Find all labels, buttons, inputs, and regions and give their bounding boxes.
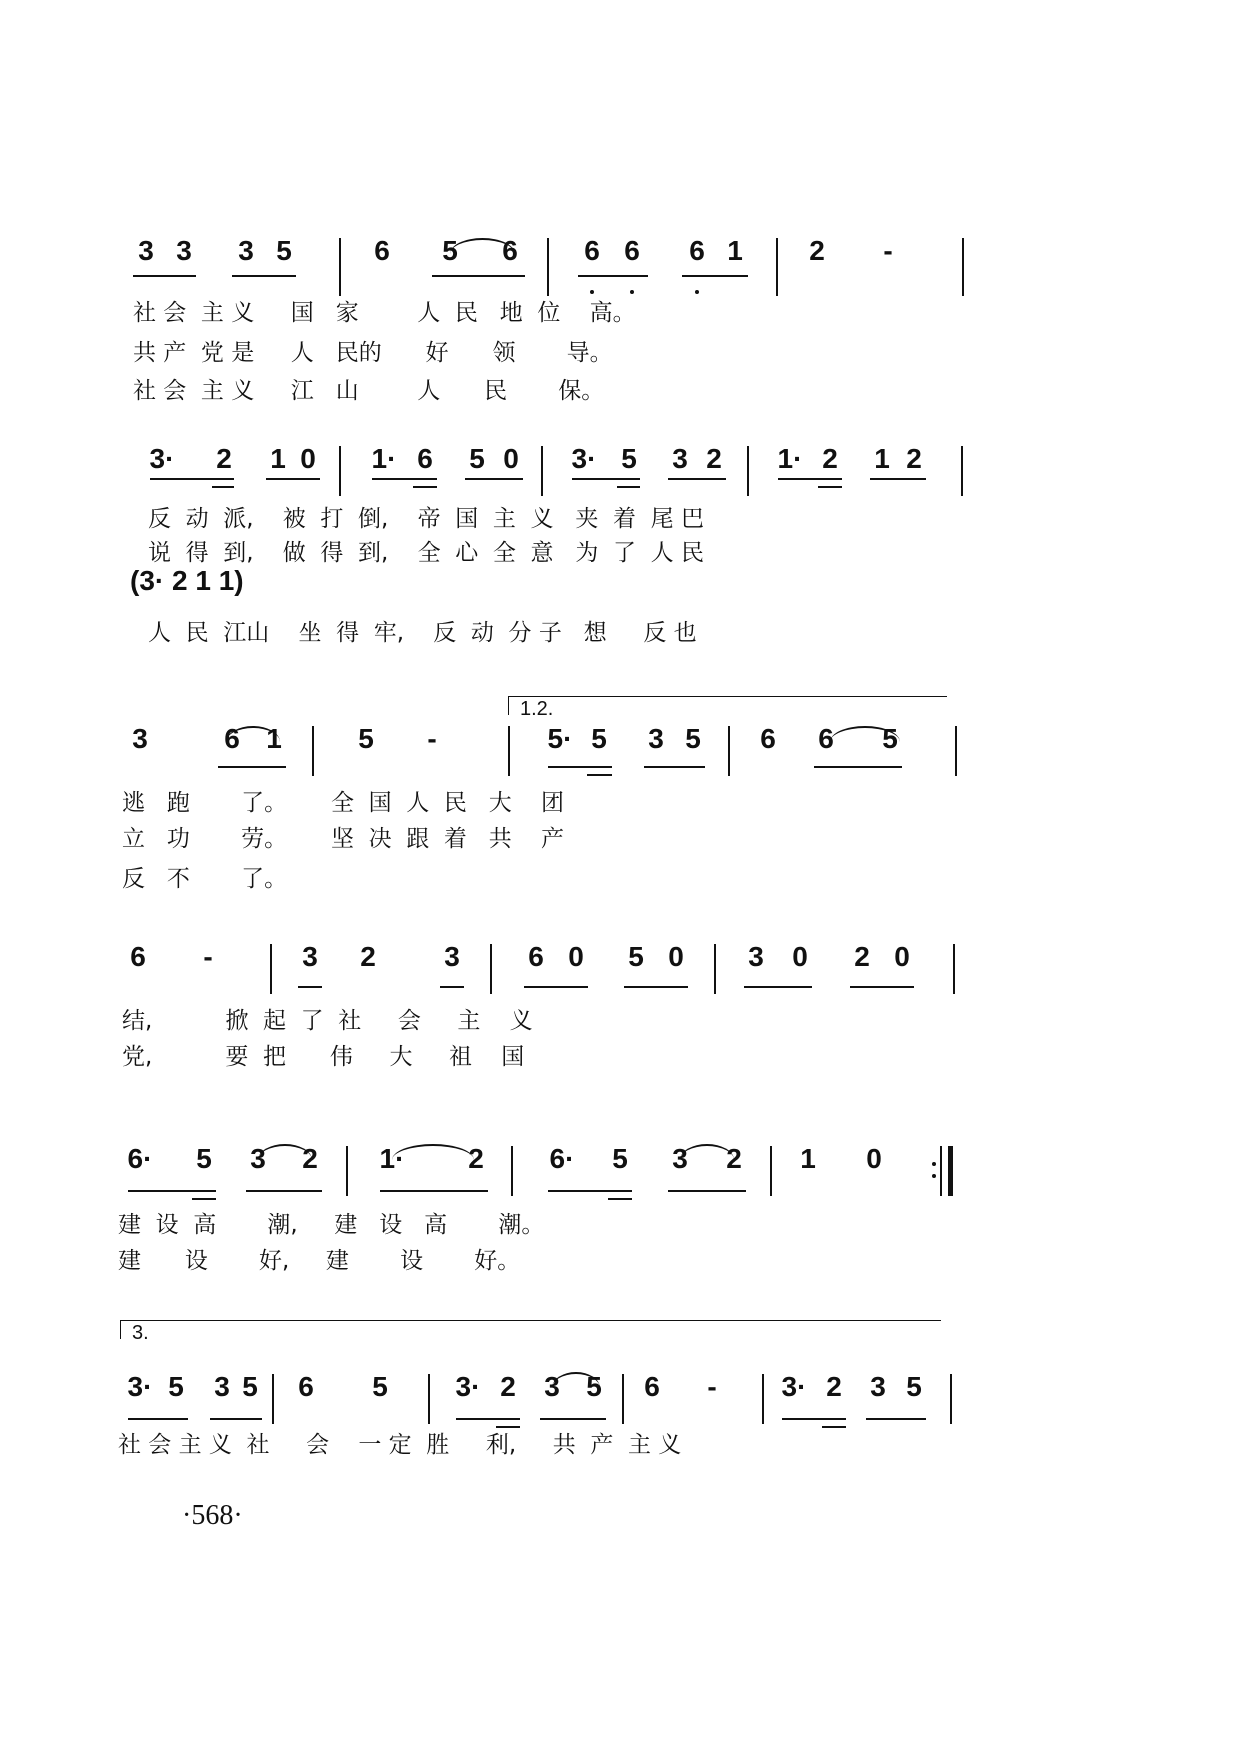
beam-underline (814, 766, 902, 768)
note: 6 (584, 235, 600, 266)
lyric-line: 建 设 好, 建 设 好。 (118, 1248, 521, 1274)
barline (747, 446, 749, 496)
beam-underline (133, 275, 196, 277)
beam-underline (668, 1190, 746, 1192)
double-underline (822, 1426, 846, 1428)
repeat-dot (932, 1174, 936, 1178)
note: 6 (818, 723, 834, 754)
barline (714, 944, 716, 994)
beam-underline (218, 766, 286, 768)
beam-underline (210, 1418, 262, 1420)
note: 1 (270, 443, 286, 474)
beam-underline (266, 478, 320, 480)
note: 3· (571, 443, 597, 474)
note: 3 (302, 941, 318, 972)
barline (950, 1374, 952, 1424)
barline (762, 1374, 764, 1424)
note: 5· (547, 723, 573, 754)
beam-underline (682, 275, 748, 277)
beam-underline (440, 986, 464, 988)
beam-underline (578, 275, 648, 277)
note: 5 (906, 1371, 922, 1402)
barline (728, 726, 730, 776)
note: 3 (250, 1143, 266, 1174)
note: 3 (672, 443, 688, 474)
note: 5 (276, 235, 292, 266)
note: 5 (196, 1143, 212, 1174)
barline (490, 944, 492, 994)
note: 2 (906, 443, 922, 474)
note: 3· (149, 443, 175, 474)
barline (346, 1146, 348, 1196)
octave-dot (630, 290, 634, 294)
beam-underline (298, 986, 322, 988)
lyric-line: 社 会 主 义 国 家 人 民 地 位 高。 (133, 300, 636, 326)
note: 2 (854, 941, 870, 972)
note: 3 (132, 723, 148, 754)
note: 5 (612, 1143, 628, 1174)
beam-underline (456, 1418, 520, 1420)
note: 5 (685, 723, 701, 754)
double-underline (587, 774, 612, 776)
beam-underline (246, 1190, 322, 1192)
note: 3 (214, 1371, 230, 1402)
note: 6 (224, 723, 240, 754)
note: 5 (358, 723, 374, 754)
note: 0 (866, 1143, 882, 1174)
note: 6 (528, 941, 544, 972)
note: 0 (792, 941, 808, 972)
double-underline (413, 486, 437, 488)
note: 1· (371, 443, 397, 474)
barline (339, 446, 341, 496)
note: 2 (706, 443, 722, 474)
lyric-line: 人 民 江山 坐 得 牢, 反 动 分 子 想 反 也 (148, 620, 697, 646)
double-underline (212, 486, 234, 488)
beam-underline (668, 478, 726, 480)
barline (270, 944, 272, 994)
barline (962, 238, 964, 296)
beam-underline (548, 766, 612, 768)
beam-underline (744, 986, 812, 988)
beam-underline (850, 986, 914, 988)
volta-bracket (508, 696, 947, 715)
volta-label: 1.2. (520, 698, 554, 720)
volta-label: 3. (132, 1322, 149, 1344)
octave-dot (590, 290, 594, 294)
beam-underline (372, 478, 437, 480)
double-underline (608, 1198, 632, 1200)
beam-underline (782, 1418, 846, 1420)
lyric-line: 共 产 党 是 人 民的 好 领 导。 (133, 340, 613, 366)
note: 1 (874, 443, 890, 474)
note: 6 (760, 723, 776, 754)
note: 5 (882, 723, 898, 754)
lyric-line: 立 功 劳。 坚 决 跟 着 共 产 (122, 826, 565, 852)
note: - (883, 235, 893, 266)
note: 5 (469, 443, 485, 474)
note: 3 (748, 941, 764, 972)
note: 2 (726, 1143, 742, 1174)
octave-dot (695, 290, 699, 294)
alt-notes: (3· 2 1 1) (130, 565, 244, 596)
note: 5 (372, 1371, 388, 1402)
barline (272, 1374, 274, 1424)
note: 5 (242, 1371, 258, 1402)
double-underline (192, 1198, 216, 1200)
beam-underline (150, 478, 234, 480)
beam-underline (572, 478, 640, 480)
lyric-line: 建 设 高 潮, 建 设 高 潮。 (118, 1212, 545, 1238)
repeat-bar-thin (940, 1146, 942, 1196)
note: 3 (672, 1143, 688, 1174)
page-number: ·568· (182, 1500, 243, 1531)
note: 5 (586, 1371, 602, 1402)
lyric-line: 社 会 主 义 社 会 一 定 胜 利, 共 产 主 义 (118, 1432, 682, 1458)
barline (547, 238, 549, 296)
barline (953, 944, 955, 994)
beam-underline (866, 1418, 926, 1420)
note: 2 (826, 1371, 842, 1402)
note: 3 (176, 235, 192, 266)
beam-underline (540, 1418, 606, 1420)
lyric-line: 说 得 到, 做 得 到, 全 心 全 意 为 了 人 民 (148, 540, 704, 566)
note: 6 (298, 1371, 314, 1402)
beam-underline (524, 986, 588, 988)
volta-bracket (120, 1320, 941, 1339)
barline (511, 1146, 513, 1196)
note: 0 (668, 941, 684, 972)
beam-underline (465, 478, 523, 480)
note: 3· (127, 1371, 153, 1402)
repeat-bar-thick (948, 1146, 953, 1196)
beam-underline (232, 275, 296, 277)
note: 1· (777, 443, 803, 474)
lyric-line: 逃 跑 了。 全 国 人 民 大 团 (122, 790, 565, 816)
note: - (707, 1371, 717, 1402)
note: 6 (644, 1371, 660, 1402)
note: 0 (568, 941, 584, 972)
note: 6 (502, 235, 518, 266)
note: 2 (809, 235, 825, 266)
barline (770, 1146, 772, 1196)
note: 0 (894, 941, 910, 972)
note: 0 (503, 443, 519, 474)
note: 1· (379, 1143, 405, 1174)
note: 6 (417, 443, 433, 474)
note: 1 (800, 1143, 816, 1174)
barline (541, 446, 543, 496)
note: 3 (138, 235, 154, 266)
note: - (203, 941, 213, 972)
beam-underline (432, 275, 525, 277)
double-underline (818, 486, 842, 488)
beam-underline (644, 766, 705, 768)
double-underline (617, 486, 640, 488)
note: 3 (544, 1371, 560, 1402)
note: 6 (374, 235, 390, 266)
barline (961, 446, 963, 496)
beam-underline (778, 478, 842, 480)
barline (428, 1374, 430, 1424)
barline (776, 238, 778, 296)
note: 3 (648, 723, 664, 754)
lyric-line: 结, 掀 起 了 社 会 主 义 (122, 1008, 533, 1034)
beam-underline (548, 1190, 632, 1192)
note: 5 (621, 443, 637, 474)
note: 6 (689, 235, 705, 266)
note: 6· (549, 1143, 575, 1174)
note: 6· (127, 1143, 153, 1174)
beam-underline (380, 1190, 488, 1192)
lyric-line: 党, 要 把 伟 大 祖 国 (122, 1044, 525, 1070)
note: 6 (624, 235, 640, 266)
note: 5 (591, 723, 607, 754)
lyric-line: 反 不 了。 (122, 866, 288, 892)
beam-underline (128, 1190, 216, 1192)
note: 2 (468, 1143, 484, 1174)
note: 5 (628, 941, 644, 972)
barline (955, 726, 957, 776)
note: - (427, 723, 437, 754)
note: 2 (360, 941, 376, 972)
note: 2 (822, 443, 838, 474)
repeat-dot (932, 1162, 936, 1166)
note: 3 (444, 941, 460, 972)
beam-underline (624, 986, 688, 988)
note: 2 (500, 1371, 516, 1402)
lyric-line: 反 动 派, 被 打 倒, 帝 国 主 义 夹 着 尾 巴 (148, 506, 704, 532)
note: 3· (781, 1371, 807, 1402)
note: 3 (870, 1371, 886, 1402)
note: 1 (727, 235, 743, 266)
note: 2 (216, 443, 232, 474)
barline (312, 726, 314, 776)
barline (339, 238, 341, 296)
beam-underline (870, 478, 926, 480)
barline (622, 1374, 624, 1424)
note: 3 (238, 235, 254, 266)
note: 5 (168, 1371, 184, 1402)
note: 3· (455, 1371, 481, 1402)
note: 6 (130, 941, 146, 972)
note: 2 (302, 1143, 318, 1174)
beam-underline (128, 1418, 188, 1420)
note: 0 (300, 443, 316, 474)
note: 5 (442, 235, 458, 266)
note: 1 (266, 723, 282, 754)
lyric-line: 社 会 主 义 江 山 人 民 保。 (133, 378, 605, 404)
double-underline (496, 1426, 520, 1428)
barline (508, 726, 510, 776)
